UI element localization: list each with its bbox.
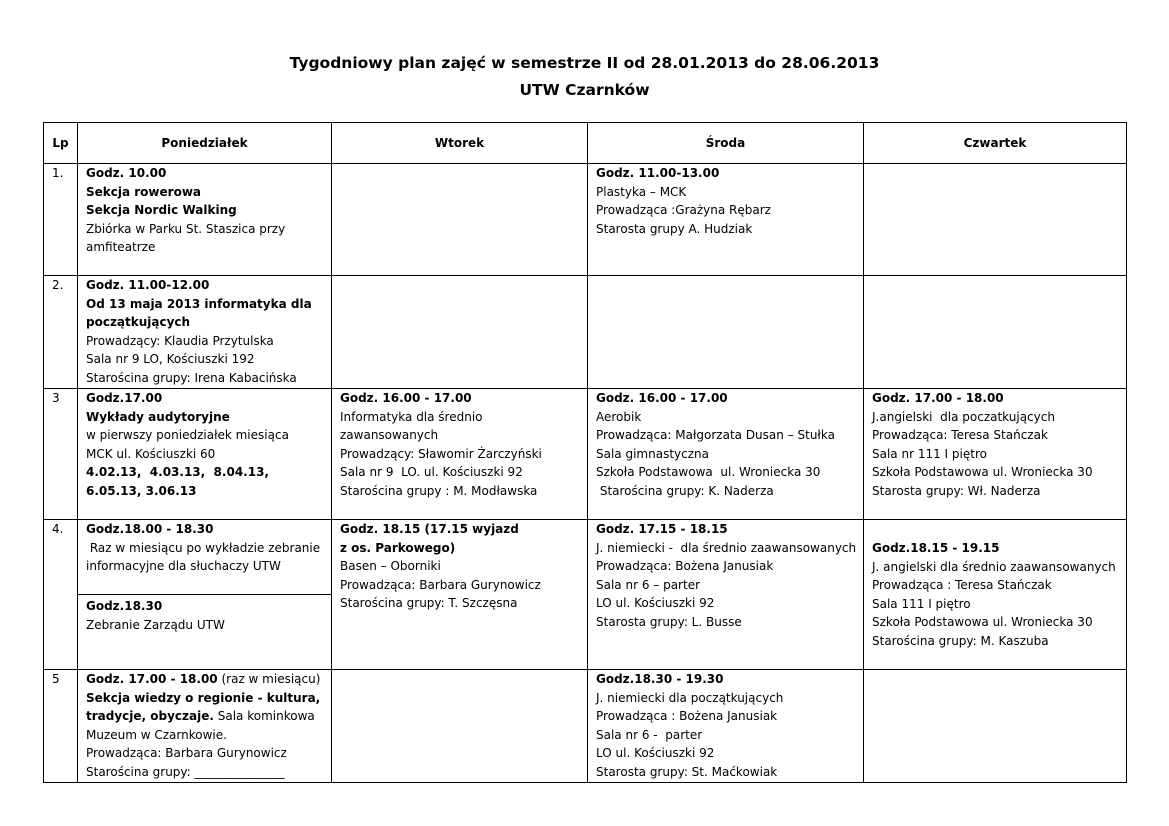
column-header-thursday: Czwartek [864, 123, 1127, 164]
cell-line: w pierwszy poniedziałek miesiąca [86, 428, 289, 442]
schedule-table [43, 122, 1127, 783]
cell-line: Plastyka – MCK [596, 184, 687, 199]
cell-tuesday [332, 276, 588, 389]
cell-line: Sala 111 I piętro [872, 596, 971, 611]
cell-line: J. angielski dla średnio zaawansowanych [872, 559, 1116, 574]
monday-lead: Prowadząca: Barbara Gurynowicz [86, 746, 287, 760]
cell-line: Godz. 17.15 - 18.15 [596, 522, 728, 536]
cell-line: Sekcja Nordic Walking [86, 203, 237, 217]
cell-line: Godz.18.30 - 19.30 [596, 672, 724, 686]
cell-line: Sala nr 9 LO. ul. Kościuszki 92 [340, 465, 523, 479]
cell-tuesday [332, 520, 588, 670]
cell-line: Prowadząca: Barbara Gurynowicz [340, 577, 541, 592]
cell-wednesday [588, 389, 864, 520]
cell-line: J. niemiecki - dla średnio zaawansowanych [596, 540, 857, 555]
cell-line: Godz. 11.00-12.00 [86, 278, 210, 292]
cell-line: z os. Parkowego) [340, 540, 456, 555]
cell-line: Wykłady audytoryjne [86, 409, 230, 424]
cell-line: J.angielski dla poczatkujących [872, 409, 1055, 424]
cell-line: MCK ul. Kościuszki 60 [86, 446, 216, 461]
cell-monday [78, 276, 332, 389]
cell-line: Godz.18.00 - 18.30 [86, 522, 214, 536]
cell-line: Aerobik [596, 409, 642, 424]
cell-line: Sala nr 6 - parter [596, 727, 703, 742]
cell-line: Prowadzący: Sławomir Żarczyński [340, 446, 542, 461]
cell-line: 4.02.13, 4.03.13, 8.04.13, 6.05.13, 3.06.13 [86, 465, 274, 498]
cell-thursday [864, 670, 1127, 783]
table-row [44, 164, 1127, 276]
document-subtitle: UTW Czarnków [519, 81, 650, 99]
cell-tuesday [332, 670, 588, 783]
monday-elder: Starościna grupy: _______________ [86, 764, 285, 779]
cell-monday [78, 670, 332, 783]
document-title: Tygodniowy plan zajęć w semestrze II od 28.01.2013 do 28.06.2013 [289, 54, 880, 72]
cell-thursday [864, 520, 1127, 670]
cell-line: Zbiórka w Parku St. Staszica przy amfiteatrze [86, 221, 290, 254]
cell-line: Sala gimnastyczna [596, 446, 709, 461]
row-number: 3 [44, 389, 78, 520]
cell-line: Starościna grupy: T. Szczęsna [340, 596, 518, 610]
monday-time: Godz. 17.00 - 18.00 [86, 672, 218, 686]
monday-frequency: (raz w miesiącu) [217, 672, 321, 686]
monday-topic: Sekcja wiedzy o regionie - kultura, tradycje, obyczaje. [86, 690, 325, 723]
monday-venue: Sala kominkowa Muzeum w Czarnkowie. [86, 709, 319, 742]
cell-line: Godz. 11.00-13.00 [596, 166, 720, 180]
cell-line: Od 13 maja 2013 informatyka dla początkujących [86, 296, 316, 329]
table-row [44, 389, 1127, 520]
cell-line: Zebranie Zarządu UTW [86, 617, 225, 632]
cell-monday [78, 389, 332, 520]
cell-line: Szkoła Podstawowa ul. Wroniecka 30 [872, 615, 1093, 629]
cell-thursday [864, 389, 1127, 520]
cell-line: Sekcja rowerowa [86, 184, 201, 199]
table-header-row [44, 123, 1127, 164]
cell-line: Godz.17.00 [86, 391, 163, 405]
row-number: 5 [44, 670, 78, 783]
cell-line: LO ul. Kościuszki 92 [596, 746, 715, 760]
table-row [44, 670, 1127, 783]
cell-wednesday [588, 164, 864, 276]
cell-line: Sala nr 111 I piętro [872, 446, 987, 461]
cell-wednesday [588, 670, 864, 783]
table-row [44, 276, 1127, 389]
row-number: 1. [44, 164, 78, 276]
column-header-tuesday: Wtorek [332, 123, 588, 164]
row-number: 2. [44, 276, 78, 389]
cell-thursday [864, 164, 1127, 276]
cell-line: Godz. 18.15 (17.15 wyjazd [340, 522, 519, 536]
cell-line: Starościna grupy : M. Modławska [340, 483, 538, 498]
cell-line: Szkoła Podstawowa ul. Wroniecka 30 [596, 465, 821, 479]
cell-line: Prowadząca :Grażyna Rębarz [596, 203, 771, 217]
cell-line: J. niemiecki dla początkujących [596, 690, 784, 705]
table-row [44, 520, 1127, 670]
cell-line: Godz. 16.00 - 17.00 [340, 391, 472, 405]
row-number: 4. [44, 520, 78, 670]
monday-meeting-block [86, 520, 325, 590]
cell-line: Prowadząca: Bożena Janusiak [596, 559, 774, 573]
cell-wednesday [588, 520, 864, 670]
cell-line: Starosta grupy A. Hudziak [596, 221, 753, 236]
cell-thursday [864, 276, 1127, 389]
cell-line: Sala nr 6 – parter [596, 577, 701, 592]
cell-line: Godz. 16.00 - 17.00 [596, 391, 728, 405]
cell-wednesday [588, 276, 864, 389]
cell-line: Starosta grupy: Wł. Naderza [872, 483, 1041, 498]
cell-line: Godz.18.30 [86, 599, 163, 613]
cell-line: Godz. 17.00 - 18.00 [872, 391, 1004, 405]
cell-line: Prowadzący: Klaudia Przytulska [86, 333, 274, 348]
cell-line: Godz.18.15 - 19.15 [872, 541, 1000, 555]
cell-line: Starościna grupy: M. Kaszuba [872, 633, 1049, 648]
cell-tuesday [332, 389, 588, 520]
document-header [0, 50, 1169, 104]
cell-line: Szkoła Podstawowa ul. Wroniecka 30 [872, 465, 1093, 479]
cell-line: Starosta grupy: St. Maćkowiak [596, 764, 778, 779]
cell-tuesday [332, 164, 588, 276]
cell-monday [78, 164, 332, 276]
cell-line: Prowadząca: Teresa Stańczak [872, 428, 1048, 442]
monday-board-meeting-block [78, 594, 331, 634]
column-header-monday: Poniedziałek [78, 123, 332, 164]
cell-line: Prowadząca: Małgorzata Dusan – Stułka [596, 428, 835, 442]
column-header-wednesday: Środa [588, 123, 864, 164]
cell-line: Prowadząca : Teresa Stańczak [872, 578, 1052, 592]
cell-line: LO ul. Kościuszki 92 [596, 596, 715, 610]
cell-monday [78, 520, 332, 670]
cell-line: Basen – Oborniki [340, 559, 441, 573]
cell-line: Raz w miesiącu po wykładzie zebranie informacyjne dla słuchaczy UTW [86, 540, 324, 573]
cell-line: Starościna grupy: Irena Kabacińska [86, 370, 297, 385]
column-header-lp: Lp [44, 123, 78, 164]
cell-line: Sala nr 9 LO, Kościuszki 192 [86, 352, 255, 366]
cell-line: Prowadząca : Bożena Janusiak [596, 709, 778, 723]
cell-line: Godz. 10.00 [86, 166, 167, 180]
cell-line: Informatyka dla średnio zawansowanych [340, 409, 487, 442]
cell-line: Starościna grupy: K. Naderza [596, 483, 774, 498]
cell-line: Starosta grupy: L. Busse [596, 614, 742, 629]
